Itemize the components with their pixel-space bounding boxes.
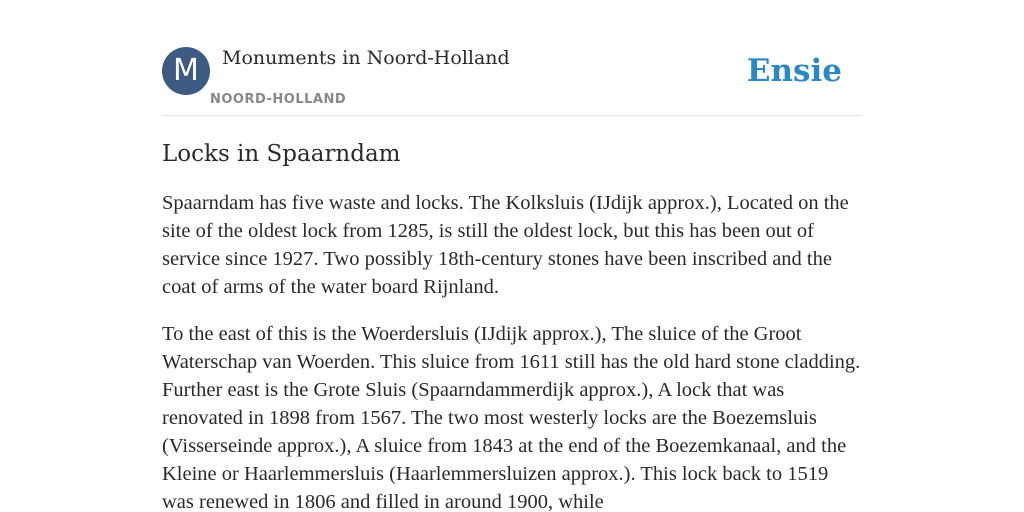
collection-title[interactable]: Monuments in Noord-Holland <box>222 47 510 69</box>
article-paragraph: Spaarndam has five waste and locks. The Kolksluis (IJdijk approx.), Located on the site of the oldest lock from 1285, is still the oldest lock, but this has been out of service since 1927. Two possibly 18th-century stones have been inscribed and the coat of arms of the water board Rijnland. <box>162 192 849 298</box>
collection-header <box>162 46 862 116</box>
article-title: Locks in Spaarndam <box>162 141 401 167</box>
article-paragraph: To the east of this is the Woerdersluis (IJdijk approx.), The sluice of the Groot Waterschap van Woerden. This sluice from 1611 still has the old hard stone cladding. Further east is the Grote Sluis (Spaarndammerdijk approx.), A lock that was renovated in 1898 from 1567. The two most westerly locks are the Boezemsluis (Visserseinde approx.), A sluice from 1843 at the end of the Boezemkanaal, and the Kleine or Haarlemmersluis (Haarlemmersluizen approx.). This lock back to 1519 was renewed in 1806 and filled in around 1900, while <box>162 323 861 512</box>
brand-logo[interactable]: Ensie <box>746 53 842 89</box>
collection-region[interactable]: NOORD-HOLLAND <box>210 92 347 107</box>
article <box>162 138 862 512</box>
avatar[interactable]: M <box>162 47 210 95</box>
header-divider <box>162 115 862 116</box>
